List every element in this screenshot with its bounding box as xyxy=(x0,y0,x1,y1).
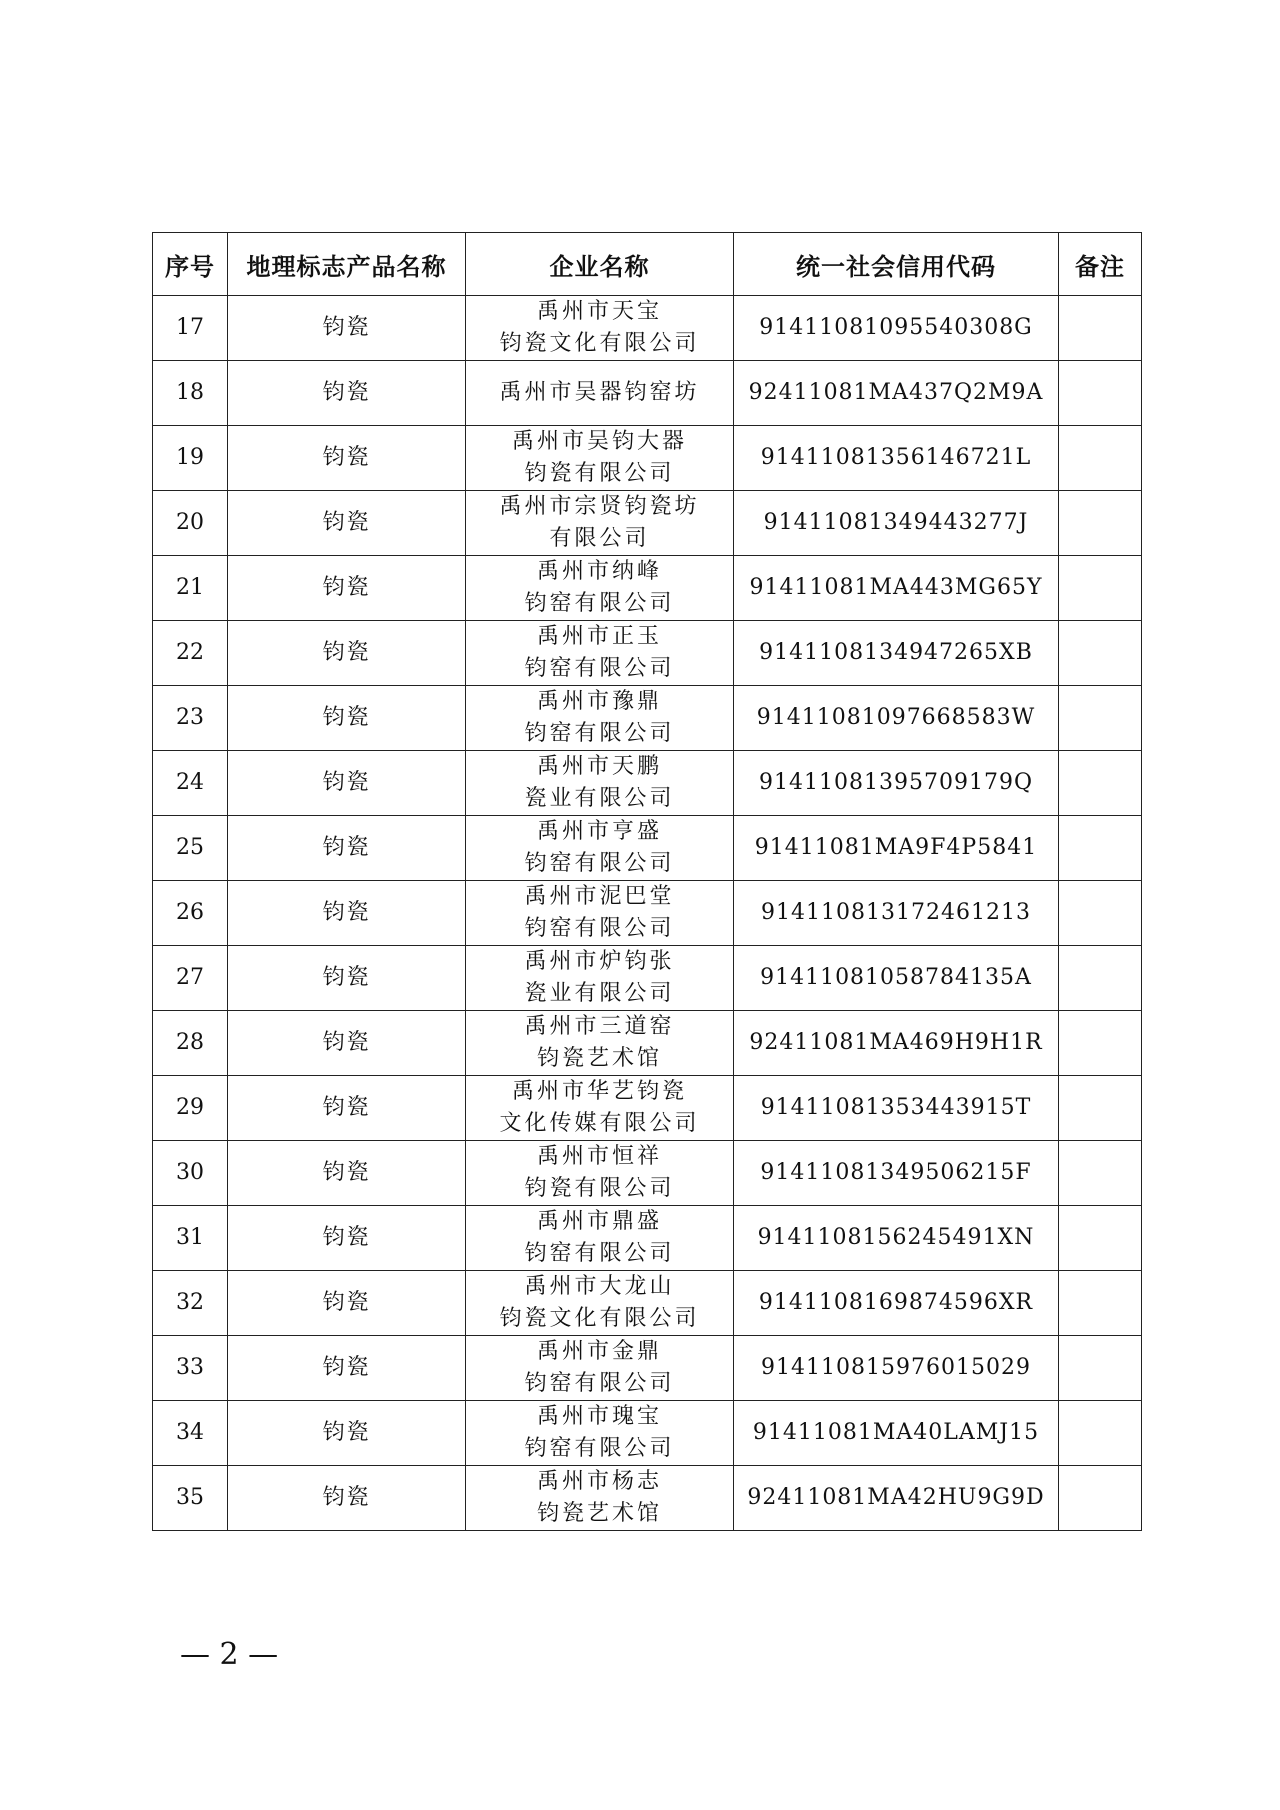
cell-product: 钧瓷 xyxy=(228,816,466,881)
cell-credit-code: 91411081395709179Q xyxy=(734,751,1059,816)
cell-credit-code: 91411081349506215F xyxy=(734,1141,1059,1206)
cell-credit-code: 9141108169874596XR xyxy=(734,1271,1059,1336)
table-row xyxy=(153,816,1142,881)
cell-credit-code: 92411081MA437Q2M9A xyxy=(734,361,1059,426)
company-name-line: 禹州市华艺钧瓷 xyxy=(511,1079,687,1104)
cell-product: 钧瓷 xyxy=(228,556,466,621)
table-row xyxy=(153,946,1142,1011)
cell-credit-code: 914110813172461213 xyxy=(734,881,1059,946)
cell-no: 35 xyxy=(153,1466,228,1531)
cell-remark xyxy=(1059,1206,1142,1271)
company-name-line: 钧窑有限公司 xyxy=(524,916,675,941)
company-name-line: 禹州市吴器钧窑坊 xyxy=(499,380,700,405)
cell-company xyxy=(466,686,734,751)
cell-company xyxy=(466,881,734,946)
cell-product: 钧瓷 xyxy=(228,751,466,816)
cell-credit-code: 9141108134947265XB xyxy=(734,621,1059,686)
company-name-line: 禹州市亨盛 xyxy=(536,819,662,844)
cell-remark xyxy=(1059,881,1142,946)
cell-no: 26 xyxy=(153,881,228,946)
table-row xyxy=(153,1336,1142,1401)
cell-no: 19 xyxy=(153,426,228,491)
cell-product: 钧瓷 xyxy=(228,1466,466,1531)
cell-company xyxy=(466,946,734,1011)
table-row xyxy=(153,296,1142,361)
cell-product: 钧瓷 xyxy=(228,1076,466,1141)
cell-product: 钧瓷 xyxy=(228,296,466,361)
cell-company xyxy=(466,751,734,816)
company-name-line: 钧瓷艺术馆 xyxy=(536,1046,662,1071)
cell-company xyxy=(466,1466,734,1531)
cell-credit-code: 91411081MA443MG65Y xyxy=(734,556,1059,621)
cell-company xyxy=(466,1076,734,1141)
cell-remark xyxy=(1059,296,1142,361)
company-name-line: 钧窑有限公司 xyxy=(524,591,675,616)
table-header-row xyxy=(153,233,1142,296)
cell-product: 钧瓷 xyxy=(228,1206,466,1271)
cell-product: 钧瓷 xyxy=(228,1336,466,1401)
company-name-line: 禹州市豫鼎 xyxy=(536,689,662,714)
cell-product: 钧瓷 xyxy=(228,686,466,751)
cell-no: 30 xyxy=(153,1141,228,1206)
cell-credit-code: 91411081095540308G xyxy=(734,296,1059,361)
cell-no: 21 xyxy=(153,556,228,621)
cell-credit-code: 92411081MA469H9H1R xyxy=(734,1011,1059,1076)
cell-product: 钧瓷 xyxy=(228,426,466,491)
company-name-line: 禹州市泥巴堂 xyxy=(524,884,675,909)
company-name-line: 禹州市大龙山 xyxy=(524,1274,675,1299)
cell-company xyxy=(466,1336,734,1401)
company-name-line: 钧瓷有限公司 xyxy=(524,1176,675,1201)
table-body xyxy=(153,296,1142,1531)
table-row xyxy=(153,491,1142,556)
cell-product: 钧瓷 xyxy=(228,1271,466,1336)
page-number: — 2 — xyxy=(180,1637,279,1672)
cell-company xyxy=(466,816,734,881)
cell-product: 钧瓷 xyxy=(228,1141,466,1206)
cell-remark xyxy=(1059,686,1142,751)
company-name-line: 钧瓷文化有限公司 xyxy=(499,331,700,356)
company-name-line: 钧窑有限公司 xyxy=(524,1241,675,1266)
cell-company xyxy=(466,426,734,491)
cell-credit-code: 92411081MA42HU9G9D xyxy=(734,1466,1059,1531)
company-name-line: 钧瓷艺术馆 xyxy=(536,1501,662,1526)
cell-credit-code: 91411081MA9F4P5841 xyxy=(734,816,1059,881)
company-name-line: 钧瓷文化有限公司 xyxy=(499,1306,700,1331)
table-row xyxy=(153,686,1142,751)
cell-credit-code: 91411081356146721L xyxy=(734,426,1059,491)
cell-company xyxy=(466,296,734,361)
cell-no: 33 xyxy=(153,1336,228,1401)
company-name-line: 钧窑有限公司 xyxy=(524,1371,675,1396)
company-name-line: 钧窑有限公司 xyxy=(524,851,675,876)
cell-product: 钧瓷 xyxy=(228,621,466,686)
company-name-line: 禹州市吴钧大器 xyxy=(511,429,687,454)
cell-no: 20 xyxy=(153,491,228,556)
header-no: 序号 xyxy=(153,233,228,296)
company-name-line: 有限公司 xyxy=(549,526,650,551)
company-name-line: 禹州市三道窑 xyxy=(524,1014,675,1039)
cell-credit-code: 91411081058784135A xyxy=(734,946,1059,1011)
cell-company xyxy=(466,1011,734,1076)
cell-remark xyxy=(1059,1076,1142,1141)
cell-no: 34 xyxy=(153,1401,228,1466)
cell-remark xyxy=(1059,361,1142,426)
cell-company xyxy=(466,1141,734,1206)
cell-product: 钧瓷 xyxy=(228,1401,466,1466)
cell-no: 29 xyxy=(153,1076,228,1141)
table-row xyxy=(153,621,1142,686)
cell-remark xyxy=(1059,1141,1142,1206)
cell-remark xyxy=(1059,491,1142,556)
table-row xyxy=(153,1401,1142,1466)
cell-remark xyxy=(1059,751,1142,816)
company-name-line: 禹州市鼎盛 xyxy=(536,1209,662,1234)
header-company: 企业名称 xyxy=(466,233,734,296)
cell-credit-code: 91411081353443915T xyxy=(734,1076,1059,1141)
company-name-line: 禹州市瑰宝 xyxy=(536,1404,662,1429)
company-name-line: 禹州市炉钧张 xyxy=(524,949,675,974)
cell-company xyxy=(466,361,734,426)
cell-remark xyxy=(1059,556,1142,621)
cell-credit-code: 91411081349443277J xyxy=(734,491,1059,556)
cell-no: 24 xyxy=(153,751,228,816)
table-row xyxy=(153,556,1142,621)
cell-credit-code: 91411081MA40LAMJ15 xyxy=(734,1401,1059,1466)
cell-remark xyxy=(1059,1011,1142,1076)
cell-no: 18 xyxy=(153,361,228,426)
table-row xyxy=(153,1141,1142,1206)
cell-remark xyxy=(1059,1466,1142,1531)
company-name-line: 瓷业有限公司 xyxy=(524,981,675,1006)
table-row xyxy=(153,1466,1142,1531)
company-name-line: 禹州市恒祥 xyxy=(536,1144,662,1169)
company-name-line: 瓷业有限公司 xyxy=(524,786,675,811)
company-name-line: 钧窑有限公司 xyxy=(524,721,675,746)
company-name-line: 禹州市天鹏 xyxy=(536,754,662,779)
cell-credit-code: 914110815976015029 xyxy=(734,1336,1059,1401)
header-remark: 备注 xyxy=(1059,233,1142,296)
company-name-line: 禹州市宗贤钧瓷坊 xyxy=(499,494,700,519)
company-name-line: 禹州市杨志 xyxy=(536,1469,662,1494)
company-name-line: 钧窑有限公司 xyxy=(524,656,675,681)
table-row xyxy=(153,1271,1142,1336)
company-name-line: 禹州市纳峰 xyxy=(536,559,662,584)
header-product: 地理标志产品名称 xyxy=(228,233,466,296)
cell-no: 28 xyxy=(153,1011,228,1076)
cell-no: 25 xyxy=(153,816,228,881)
cell-company xyxy=(466,1206,734,1271)
cell-no: 22 xyxy=(153,621,228,686)
cell-company xyxy=(466,621,734,686)
cell-remark xyxy=(1059,426,1142,491)
cell-remark xyxy=(1059,1271,1142,1336)
cell-no: 32 xyxy=(153,1271,228,1336)
cell-company xyxy=(466,1401,734,1466)
company-name-line: 禹州市天宝 xyxy=(536,299,662,324)
table-row xyxy=(153,426,1142,491)
cell-credit-code: 91411081097668583W xyxy=(734,686,1059,751)
company-name-line: 禹州市正玉 xyxy=(536,624,662,649)
enterprise-table xyxy=(152,232,1142,1531)
table-row xyxy=(153,751,1142,816)
cell-company xyxy=(466,1271,734,1336)
cell-product: 钧瓷 xyxy=(228,881,466,946)
company-name-line: 钧瓷有限公司 xyxy=(524,461,675,486)
cell-product: 钧瓷 xyxy=(228,491,466,556)
table-row xyxy=(153,1076,1142,1141)
cell-no: 31 xyxy=(153,1206,228,1271)
company-name-line: 钧窑有限公司 xyxy=(524,1436,675,1461)
table-row xyxy=(153,881,1142,946)
cell-no: 17 xyxy=(153,296,228,361)
table-row xyxy=(153,1206,1142,1271)
cell-no: 27 xyxy=(153,946,228,1011)
cell-product: 钧瓷 xyxy=(228,946,466,1011)
table-row xyxy=(153,361,1142,426)
header-code: 统一社会信用代码 xyxy=(734,233,1059,296)
cell-remark xyxy=(1059,946,1142,1011)
cell-product: 钧瓷 xyxy=(228,361,466,426)
cell-remark xyxy=(1059,1401,1142,1466)
cell-credit-code: 9141108156245491XN xyxy=(734,1206,1059,1271)
cell-remark xyxy=(1059,816,1142,881)
cell-remark xyxy=(1059,621,1142,686)
company-name-line: 文化传媒有限公司 xyxy=(499,1111,700,1136)
company-name-line: 禹州市金鼎 xyxy=(536,1339,662,1364)
cell-no: 23 xyxy=(153,686,228,751)
cell-company xyxy=(466,491,734,556)
cell-product: 钧瓷 xyxy=(228,1011,466,1076)
table-row xyxy=(153,1011,1142,1076)
cell-company xyxy=(466,556,734,621)
cell-remark xyxy=(1059,1336,1142,1401)
